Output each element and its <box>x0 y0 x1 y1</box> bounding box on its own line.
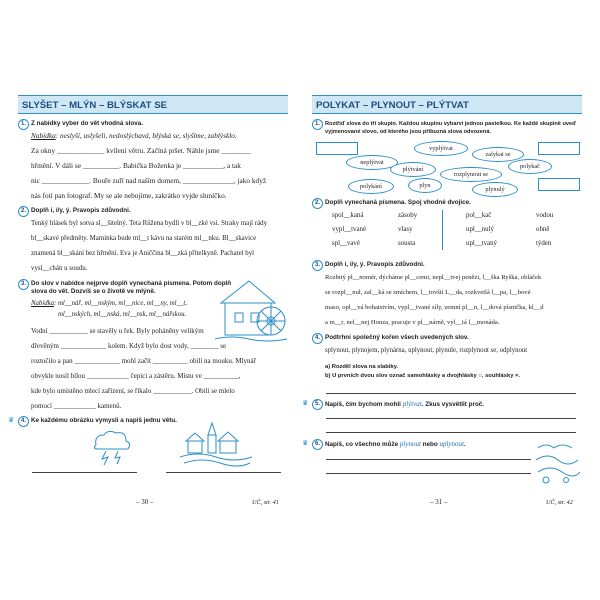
left-page-header: SLYŠET – MLÝN – BLÝSKAT SE <box>18 95 288 114</box>
watermill-illustration <box>213 275 288 345</box>
crown-icon: ♛ <box>302 399 309 407</box>
village-illustration <box>178 417 253 467</box>
word-bubble[interactable]: zalykat se <box>472 147 524 162</box>
pair-word: týden <box>536 240 552 247</box>
exercise-1-line: Za okny _____________ kvílení větru. Začíná pršet. Náhle jsme ________ <box>31 146 251 155</box>
pair-word: sousta <box>398 240 416 247</box>
word-bubble[interactable]: plyn <box>408 178 442 193</box>
word-bubble[interactable]: vyplýtvat <box>414 141 468 156</box>
exercise-3-line: Rozbitý pl__nomér, dýcháme pl__cemi, nepl__tvej penězi, l__ška Ryška, obláček <box>325 274 542 281</box>
exercise-1-line: hřmění. V dáli se __________. Babička Boženka je ___________, a tak <box>31 161 241 170</box>
right-page <box>302 95 582 515</box>
exercise-2-task: Doplň vynechaná písmena. Spoj vhodné dvojice. <box>325 199 471 206</box>
crown-icon: ♛ <box>302 439 309 447</box>
exercise-2-number: 2. <box>18 206 29 217</box>
exercise-3-task: Do slov v nabídce nejprve doplň vynechaná písmena. Potom doplň <box>31 280 232 287</box>
answer-line[interactable] <box>326 473 531 474</box>
exercise-1-number: 1. <box>312 119 323 130</box>
exercise-4-task: Podtrhni společný kořen všech uvedených slov. <box>325 334 469 341</box>
exercise-4-task: Ke každému obrázku vymysli a napiš jednu větu. <box>31 417 177 424</box>
exercise-1-offer: Nabídka: neslyší, uslyšeli, nedoslýchavá, blýská se, slyšíme, zablýsklo. <box>31 131 237 140</box>
exercise-3-line: pomocí ____________ kamenů. <box>31 402 122 410</box>
page-number: – 30 – <box>136 498 154 506</box>
exercise-3-line: Vodní ___________ se stavěly u řek. Byly poháněny velikým <box>31 327 204 335</box>
exercise-6-task: Napiš, co všechno může plynout nebo uplynout. <box>325 440 466 448</box>
exercise-2-number: 2. <box>312 198 323 209</box>
exercise-3-line: maso, opl__vá bohatstvím, vypl__tvané síly, zemní pl__n, l__dová písnička, kl__d <box>325 304 544 311</box>
answer-box[interactable] <box>538 178 580 191</box>
pair-word: vodou <box>536 212 554 219</box>
pair-word: ohně <box>536 226 550 233</box>
exercise-1-line: nic _____________. Bouře zuří nad naším domem, ______________, jako když <box>31 176 267 185</box>
pair-word: pol__kač <box>466 212 492 219</box>
word-bubble[interactable]: neplýtvat <box>346 155 398 170</box>
exercise-2-line: bl__skavé předměty. Maminka bude ml__t kávu na starém ml__nku. Bl__skavice <box>31 235 257 242</box>
crown-icon: ♛ <box>8 416 15 424</box>
exercise-2-line: Tenký hlásek byl sotva sl__šitelný. Teta Růžena bydlí v bl__zké vsi. Straky mají rády <box>31 220 268 227</box>
exercise-5-task: Napiš, čím bychom mohli plýtvat. Zkus vysvětlit proč. <box>325 400 485 408</box>
exercise-6-number: 6. <box>312 439 323 450</box>
answer-line[interactable] <box>326 393 576 394</box>
pair-word: vypl__tvané <box>332 226 367 233</box>
river-illustration <box>532 440 582 485</box>
answer-line[interactable] <box>326 418 576 419</box>
pair-word: spol__kaná <box>332 212 364 219</box>
textbook-reference: UČ, str. 42 <box>546 499 573 506</box>
exercise-3-task: slova do vět. Dozvíš se o životě ve mlýně. <box>31 288 156 295</box>
exercise-3-number: 3. <box>18 279 29 290</box>
exercise-1-task: Z nabídky vyber do vět vhodná slova. <box>31 120 143 127</box>
word-bubble[interactable]: polykač <box>508 159 552 174</box>
exercise-3-line: roztočilo a pan _____________ mohl začít __________ obilí na mouku. Mlynář <box>31 357 256 365</box>
answer-line[interactable] <box>326 459 531 460</box>
textbook-reference: UČ, str. 41 <box>252 499 279 506</box>
exercise-1-line: nás fotí pan fotograf. My se ale nebojíme, zakrátko vyjde sluníčko. <box>31 191 227 200</box>
answer-line[interactable] <box>326 432 576 433</box>
exercise-3-line: obvykle nosil bílou ____________ čepici a zástěru. Místu ve __________, <box>31 372 241 380</box>
answer-box[interactable] <box>316 142 358 155</box>
exercise-4-subtask-a: a) Rozděl slova na slabiky. <box>325 364 399 370</box>
pair-word: zásoby <box>398 212 418 219</box>
word-bubble[interactable]: rozplynout se <box>440 167 502 182</box>
exercise-4-subtask-b: b) U prvních dvou slov označ samohlásky a dvojhlásky ○, souhlásky ×. <box>325 373 521 379</box>
exercise-4-number: 4. <box>18 416 29 427</box>
word-bubble[interactable]: plýtvání <box>390 162 436 177</box>
word-bubble[interactable]: plynulý <box>472 182 518 197</box>
exercise-2-line: vysl__chán u soudu. <box>31 265 88 272</box>
exercise-2-line: znamená bl__skání bez hřmění. Eva je Aniččina bl__zká přítelkyně. Pachatel byl <box>31 250 255 257</box>
exercise-4-words: splynout, plynojem, plynárna, uplynout, plynule, rozplynout se, odplynout <box>325 347 528 354</box>
exercise-3-line: dřevěným _____________ kolem. Když bylo dost vody, ________ se <box>31 342 227 350</box>
left-page <box>8 95 288 515</box>
exercise-1-task: Roztřiď slova do tří skupin. Každou skupinu vybarvi jednou pastelkou. Ke každé skupině uveď <box>325 121 577 127</box>
column-divider <box>442 210 443 250</box>
exercise-5-number: 5. <box>312 399 323 410</box>
exercise-1-task: vyjmenované slovo, od kterého jsou příbuzná slova odvozená. <box>325 129 491 135</box>
word-bubble[interactable]: polykání <box>348 179 394 194</box>
answer-line[interactable] <box>166 472 281 473</box>
exercise-4-number: 4. <box>312 333 323 344</box>
page-number: – 31 – <box>430 498 448 506</box>
exercise-3-line: a m__r, nel__nej Honza, pracuje v pl__nárně, vyl__tá l__monáda. <box>325 319 500 326</box>
storm-cloud-illustration <box>88 427 138 467</box>
exercise-3-line: se rozpl__nul, zal__ká se smíchem, l__tovští L__da, rozkvetlá l__pa, l__bové <box>325 289 531 296</box>
exercise-2-task: Doplň i, í/y, ý. Pravopis zdůvodni. <box>31 207 131 214</box>
right-page-header: POLYKAT – PLYNOUT – PLÝTVAT <box>312 95 582 114</box>
exercise-1-number: 1. <box>18 119 29 130</box>
pair-word: upl__nulý <box>466 226 494 233</box>
exercise-3-task: Doplň i, í/y, ý. Pravopis zdůvodni. <box>325 261 425 268</box>
answer-box[interactable] <box>538 142 580 155</box>
answer-line[interactable] <box>32 472 137 473</box>
exercise-3-number: 3. <box>312 260 323 271</box>
pair-word: upl__tvaný <box>466 240 498 247</box>
exercise-3-offer: ml__nských, ml__nská, ml__nsk, ml__nářskou. <box>58 311 187 318</box>
exercise-3-offer: Nabídka: ml__nář, ml__nským, ml__nice, ml__ny, ml__t, <box>31 300 187 307</box>
exercise-3-line: kde bylo umístěno mlecí zařízení, se říkalo ___________. Obilí se mlelo <box>31 387 235 395</box>
pair-word: vlasy <box>398 226 413 233</box>
pair-word: spl__vavé <box>332 240 360 247</box>
